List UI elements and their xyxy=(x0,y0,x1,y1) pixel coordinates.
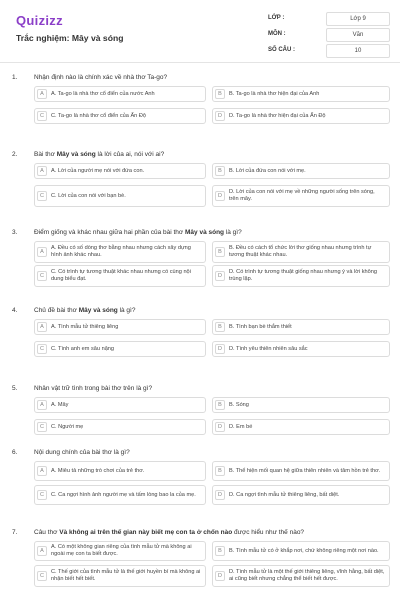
question-text xyxy=(34,385,384,392)
question-text-part: là gì? xyxy=(117,307,136,314)
answer-option-a[interactable] xyxy=(34,397,206,413)
answer-option-letter: C xyxy=(37,191,47,201)
meta-grade xyxy=(268,12,390,28)
answer-option-text: B. Thể hiện mối quan hệ giữa thiên nhiên và tâm hồn trẻ thơ. xyxy=(229,467,381,474)
answer-option-text: A. Đều có số dòng thơ bằng nhau nhưng cách xây dựng hình ảnh khác nhau. xyxy=(51,245,191,258)
answer-option-letter: B xyxy=(215,322,225,332)
question-header xyxy=(0,227,400,241)
answer-option-text: B. Tình bạn bè thắm thiết xyxy=(229,323,292,330)
answer-option-letter: A xyxy=(37,400,47,410)
question-text-part: Nhận định nào là chính xác về nhà thơ Ta-go? xyxy=(34,74,168,81)
answer-option-d[interactable] xyxy=(212,108,390,124)
question-text-part: Câu thơ xyxy=(34,529,60,536)
answer-option-b[interactable] xyxy=(212,541,390,561)
question-7 xyxy=(0,527,400,582)
answer-option-text: A. Có một không gian riêng của tình mẫu tử mà không ai ngoài mẹ con ta biết được. xyxy=(51,544,192,557)
question-text-part: Điểm giống và khác nhau giữa hai phần của bài thơ xyxy=(34,229,185,236)
answer-option-letter: A xyxy=(37,546,47,556)
answer-option-letter: C xyxy=(37,344,47,354)
answer-option-d[interactable] xyxy=(212,265,390,287)
question-text-part: Chủ đề bài thơ xyxy=(34,307,79,314)
question-header xyxy=(0,72,400,86)
answer-option-text: A. Tình mẫu tử thiêng liêng xyxy=(51,323,119,330)
answer-option-letter: B xyxy=(215,466,225,476)
question-text-emphasis: Mây và sóng xyxy=(185,229,225,236)
answer-option-c[interactable] xyxy=(34,565,206,587)
answer-option-b[interactable] xyxy=(212,461,390,481)
question-text-emphasis: Và không ai trên thế gian này biết mẹ con ta ở chốn nào xyxy=(59,529,233,536)
question-text xyxy=(34,74,384,81)
answer-option-letter: A xyxy=(37,466,47,476)
question-text-emphasis: Mây và sóng xyxy=(78,307,118,314)
meta-subject-label: MÔN : xyxy=(268,31,286,37)
answer-option-letter: C xyxy=(37,111,47,121)
answer-option-a[interactable] xyxy=(34,163,206,179)
answer-option-c[interactable] xyxy=(34,341,206,357)
answer-option-text: C. Thế giới của tình mẫu tử là thế giới huyền bí mà không ai nhận biết hết biết. xyxy=(51,569,201,582)
question-text xyxy=(34,229,384,236)
meta-grade-label: LỚP : xyxy=(268,15,285,21)
question-text-part: Nhân vật trữ tình trong bài thơ trên là gì? xyxy=(34,385,153,392)
answer-option-text: D. Tình yêu thiên nhiên sâu sắc xyxy=(229,345,308,352)
question-number: 4. xyxy=(12,307,18,314)
answer-option-letter: D xyxy=(215,344,225,354)
answer-option-text: C. Lời của con nói với bạn bè. xyxy=(51,192,126,199)
meta-question-count xyxy=(268,44,390,60)
answer-option-letter: D xyxy=(215,490,225,500)
answer-option-b[interactable] xyxy=(212,163,390,179)
answer-option-letter: C xyxy=(37,422,47,432)
answer-option-b[interactable] xyxy=(212,319,390,335)
answer-option-text: D. Có trình tự tương thuật giống nhau nhưng ý và lời không trùng lặp. xyxy=(229,269,377,282)
answer-option-letter: A xyxy=(37,89,47,99)
answer-option-text: A. Mây xyxy=(51,401,69,408)
question-text-part: là gì? xyxy=(224,229,242,236)
answer-option-text: A. Miêu tả những trò chơi của trẻ thơ. xyxy=(51,467,145,474)
answer-option-text: A. Ta-go là nhà thơ cổ điển của nước Anh xyxy=(51,90,155,97)
question-header xyxy=(0,527,400,541)
answer-option-c[interactable] xyxy=(34,485,206,505)
answer-option-d[interactable] xyxy=(212,565,390,587)
answer-option-b[interactable] xyxy=(212,86,390,102)
answer-option-d[interactable] xyxy=(212,419,390,435)
question-text xyxy=(34,307,384,314)
question-text xyxy=(34,529,384,536)
answer-option-d[interactable] xyxy=(212,185,390,207)
answer-option-text: B. Sóng xyxy=(229,401,249,408)
answer-option-d[interactable] xyxy=(212,485,390,505)
answer-option-text: D. Ca ngợi tình mẫu tử thiêng liêng, bất diệt. xyxy=(229,491,340,498)
answer-option-text: C. Ca ngợi hình ảnh người mẹ và tấm lòng bao la của mẹ. xyxy=(51,491,196,498)
answer-option-text: A. Lời của người mẹ nói với đứa con. xyxy=(51,167,145,174)
question-text xyxy=(34,449,384,456)
question-text-emphasis: Mây và sóng xyxy=(56,151,96,158)
question-text-part: là lời của ai, nói với ai? xyxy=(95,151,165,158)
answer-option-letter: C xyxy=(37,271,47,281)
question-text-part: được hiểu như thế nào? xyxy=(232,529,305,536)
question-number: 6. xyxy=(12,449,18,456)
question-number: 7. xyxy=(12,529,18,536)
answer-option-letter: B xyxy=(215,247,225,257)
question-number: 1. xyxy=(12,74,18,81)
meta-count-value: 10 xyxy=(326,44,390,58)
meta-subject-value: Văn xyxy=(326,28,390,42)
question-3 xyxy=(0,227,400,282)
question-5 xyxy=(0,383,400,430)
answer-option-text: D. Ta-go là nhà thơ hiện đại của Ấn Độ xyxy=(229,112,326,119)
answer-option-text: B. Tình mẫu tử có ở khắp nơi, chứ không riêng một nơi nào. xyxy=(229,547,379,554)
quiz-title: Trắc nghiệm: Mây và sóng xyxy=(16,33,124,43)
meta-count-label: SỐ CÂU : xyxy=(268,47,295,53)
answer-option-a[interactable] xyxy=(34,241,206,263)
answer-option-a[interactable] xyxy=(34,319,206,335)
answer-option-text: C. Có trình tự tương thuật khác nhau nhưng có cùng nội dung biểu đạt. xyxy=(51,269,191,282)
meta-grade-value: Lớp 9 xyxy=(326,12,390,26)
answer-option-letter: A xyxy=(37,322,47,332)
answer-option-letter: D xyxy=(215,191,225,201)
answer-option-letter: D xyxy=(215,571,225,581)
answer-option-text: D. Em bé xyxy=(229,423,253,430)
answer-option-a[interactable] xyxy=(34,86,206,102)
question-header xyxy=(0,149,400,163)
question-header xyxy=(0,305,400,319)
answer-option-letter: D xyxy=(215,271,225,281)
answer-option-c[interactable] xyxy=(34,108,206,124)
question-text-part: Nội dung chính của bài thơ là gì? xyxy=(34,449,130,456)
answer-option-c[interactable] xyxy=(34,419,206,435)
question-4 xyxy=(0,305,400,352)
answer-option-letter: B xyxy=(215,546,225,556)
question-1 xyxy=(0,72,400,119)
answer-option-text: C. Ta-go là nhà thơ cổ điển của Ấn Độ xyxy=(51,112,146,119)
question-text-part: Bài thơ xyxy=(34,151,57,158)
answer-option-letter: B xyxy=(215,89,225,99)
quizizz-logo[interactable]: Quizizz xyxy=(16,13,63,28)
answer-option-letter: D xyxy=(215,422,225,432)
answer-option-letter: B xyxy=(215,166,225,176)
answer-option-text: C. Tình anh em sâu nặng xyxy=(51,345,115,352)
answer-option-a[interactable] xyxy=(34,541,206,561)
question-number: 3. xyxy=(12,229,18,236)
answer-option-text: C. Người mẹ xyxy=(51,423,84,430)
question-header xyxy=(0,447,400,461)
answer-option-d[interactable] xyxy=(212,341,390,357)
answer-option-letter: D xyxy=(215,111,225,121)
answer-option-c[interactable] xyxy=(34,265,206,287)
answer-option-b[interactable] xyxy=(212,241,390,263)
question-header xyxy=(0,383,400,397)
answer-option-a[interactable] xyxy=(34,461,206,481)
question-number: 2. xyxy=(12,151,18,158)
answer-option-text: B. Ta-go là nhà thơ hiện đại của Anh xyxy=(229,90,320,97)
answer-option-text: D. Lời của con nói với mẹ về những người sống trên sóng, trên mây. xyxy=(229,189,375,202)
question-number: 5. xyxy=(12,385,18,392)
question-6 xyxy=(0,447,400,498)
answer-option-c[interactable] xyxy=(34,185,206,207)
answer-option-letter: C xyxy=(37,571,47,581)
answer-option-letter: A xyxy=(37,247,47,257)
answer-option-text: B. Lời của đứa con nói với mẹ. xyxy=(229,167,306,174)
answer-option-text: B. Đều có cách tổ chức lời thơ giống nhau nhưng trình tự tương thuật khác nhau. xyxy=(229,245,372,258)
answer-option-letter: A xyxy=(37,166,47,176)
question-text xyxy=(34,151,384,158)
answer-option-letter: C xyxy=(37,490,47,500)
answer-option-letter: B xyxy=(215,400,225,410)
question-2 xyxy=(0,149,400,202)
quiz-meta xyxy=(268,12,390,60)
page-header xyxy=(0,0,400,63)
answer-option-text: D. Tình mẫu tử là một thế giới thiêng liêng, vĩnh hằng, bất diệt, ai cũng biết nhưng chẳng thể biết hết được. xyxy=(229,569,385,582)
meta-subject xyxy=(268,28,390,44)
answer-option-b[interactable] xyxy=(212,397,390,413)
